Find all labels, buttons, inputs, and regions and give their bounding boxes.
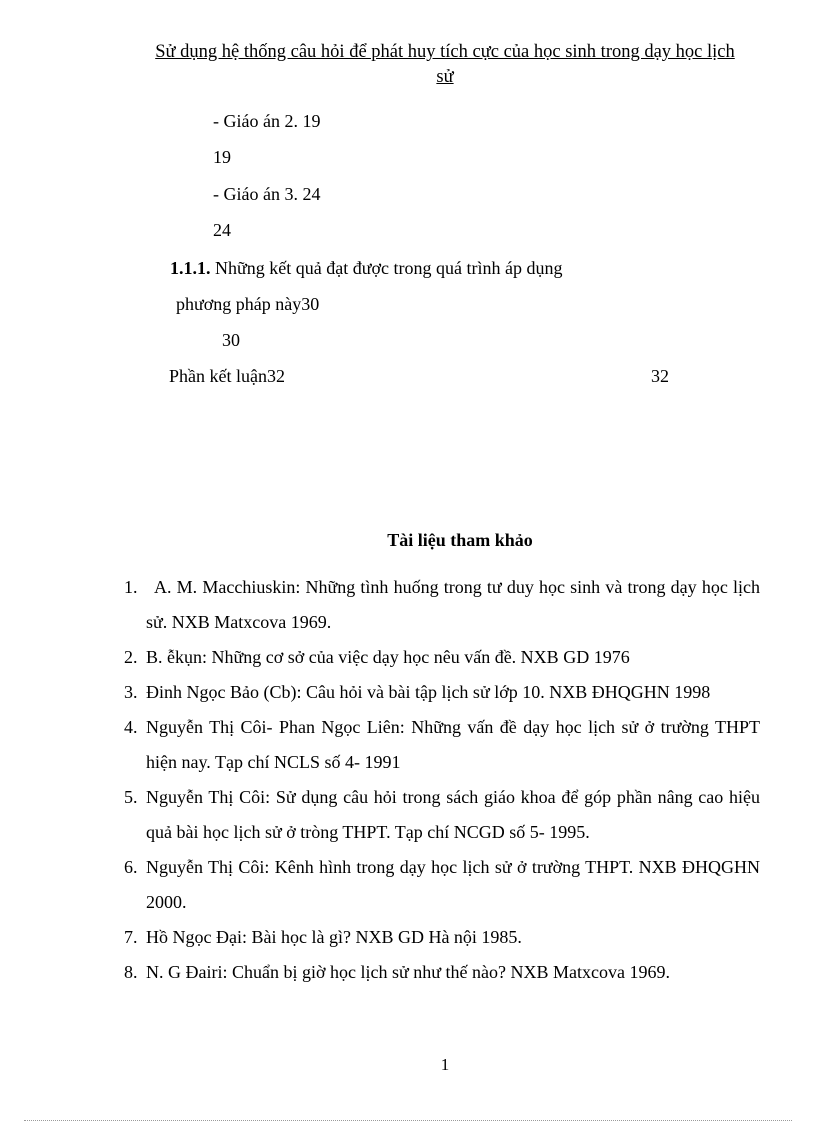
reference-number: 3. xyxy=(124,682,138,702)
reference-number: 7. xyxy=(124,927,138,947)
reference-text: Nguyễn Thị Côi: Kênh hình trong dạy học lịch sử ở trường THPT. NXB ĐHQGHN 2000. xyxy=(146,857,760,912)
reference-item xyxy=(124,640,760,675)
reference-item xyxy=(124,710,760,780)
reference-text: Hồ Ngọc Đại: Bài học là gì? NXB GD Hà nội 1985. xyxy=(146,927,522,947)
page-number: 1 xyxy=(440,1055,450,1074)
references-title: Tài liệu tham khảo xyxy=(387,530,533,550)
header-line-2: sử xyxy=(436,66,454,87)
reference-number: 6. xyxy=(124,857,138,877)
toc-item-conclusion: Phần kết luận32 xyxy=(169,366,285,386)
reference-text: Đinh Ngọc Bảo (Cb): Câu hỏi và bài tập lịch sử lớp 10. NXB ĐHQGHN 1998 xyxy=(146,682,711,702)
references-list xyxy=(124,570,760,990)
reference-item xyxy=(124,570,760,640)
toc-item-conclusion-page: 32 xyxy=(651,366,669,386)
reference-item xyxy=(124,920,760,955)
reference-number: 1. xyxy=(124,577,138,597)
reference-item xyxy=(124,675,760,710)
reference-number: 5. xyxy=(124,787,138,807)
page-bottom-divider xyxy=(24,1120,792,1121)
reference-text: Nguyễn Thị Côi- Phan Ngọc Liên: Những vấn đề dạy học lịch sử ở trường THPT hiện nay. Tạp chí NCLS số 4- 1991 xyxy=(146,717,760,772)
toc-item-giao-an-2-page: 19 xyxy=(213,147,231,167)
toc-item-results xyxy=(170,259,562,277)
header-line-1: Sử dụng hệ thống câu hỏi để phát huy tích cực của học sinh trong dạy học lịch xyxy=(155,42,735,62)
toc-item-results-number: 1.1.1. xyxy=(170,258,211,278)
toc-item-giao-an-3: - Giáo án 3. 24 xyxy=(213,184,321,204)
toc-item-results-text: Những kết quả đạt được trong quá trình áp dụng xyxy=(215,258,563,278)
toc-item-results-text-2: phương pháp này30 xyxy=(176,294,320,314)
reference-item xyxy=(124,850,760,920)
reference-text: A. M. Macchiuskin: Những tình huống trong tư duy học sinh và trong dạy học lịch sử. NXB Matxcova 1969. xyxy=(146,577,760,632)
reference-number: 8. xyxy=(124,962,138,982)
toc-item-giao-an-2: - Giáo án 2. 19 xyxy=(213,111,321,131)
page-header xyxy=(120,40,770,90)
reference-item xyxy=(124,780,760,850)
reference-number: 4. xyxy=(124,717,138,737)
reference-text: Nguyễn Thị Côi: Sử dụng câu hỏi trong sách giáo khoa để góp phần nâng cao hiệu quả bài học lịch sử ở tròng THPT. Tạp chí NCGD số 5- 1995. xyxy=(146,787,760,842)
reference-number: 2. xyxy=(124,647,138,667)
toc-item-results-page: 30 xyxy=(222,330,240,350)
reference-item xyxy=(124,955,760,990)
reference-text: B. ễkụn: Những cơ sở của việc dạy học nêu vấn đề. NXB GD 1976 xyxy=(146,647,630,667)
toc-item-giao-an-3-page: 24 xyxy=(213,220,231,240)
reference-text: N. G Đairi: Chuẩn bị giờ học lịch sử như thế nào? NXB Matxcova 1969. xyxy=(146,962,670,982)
